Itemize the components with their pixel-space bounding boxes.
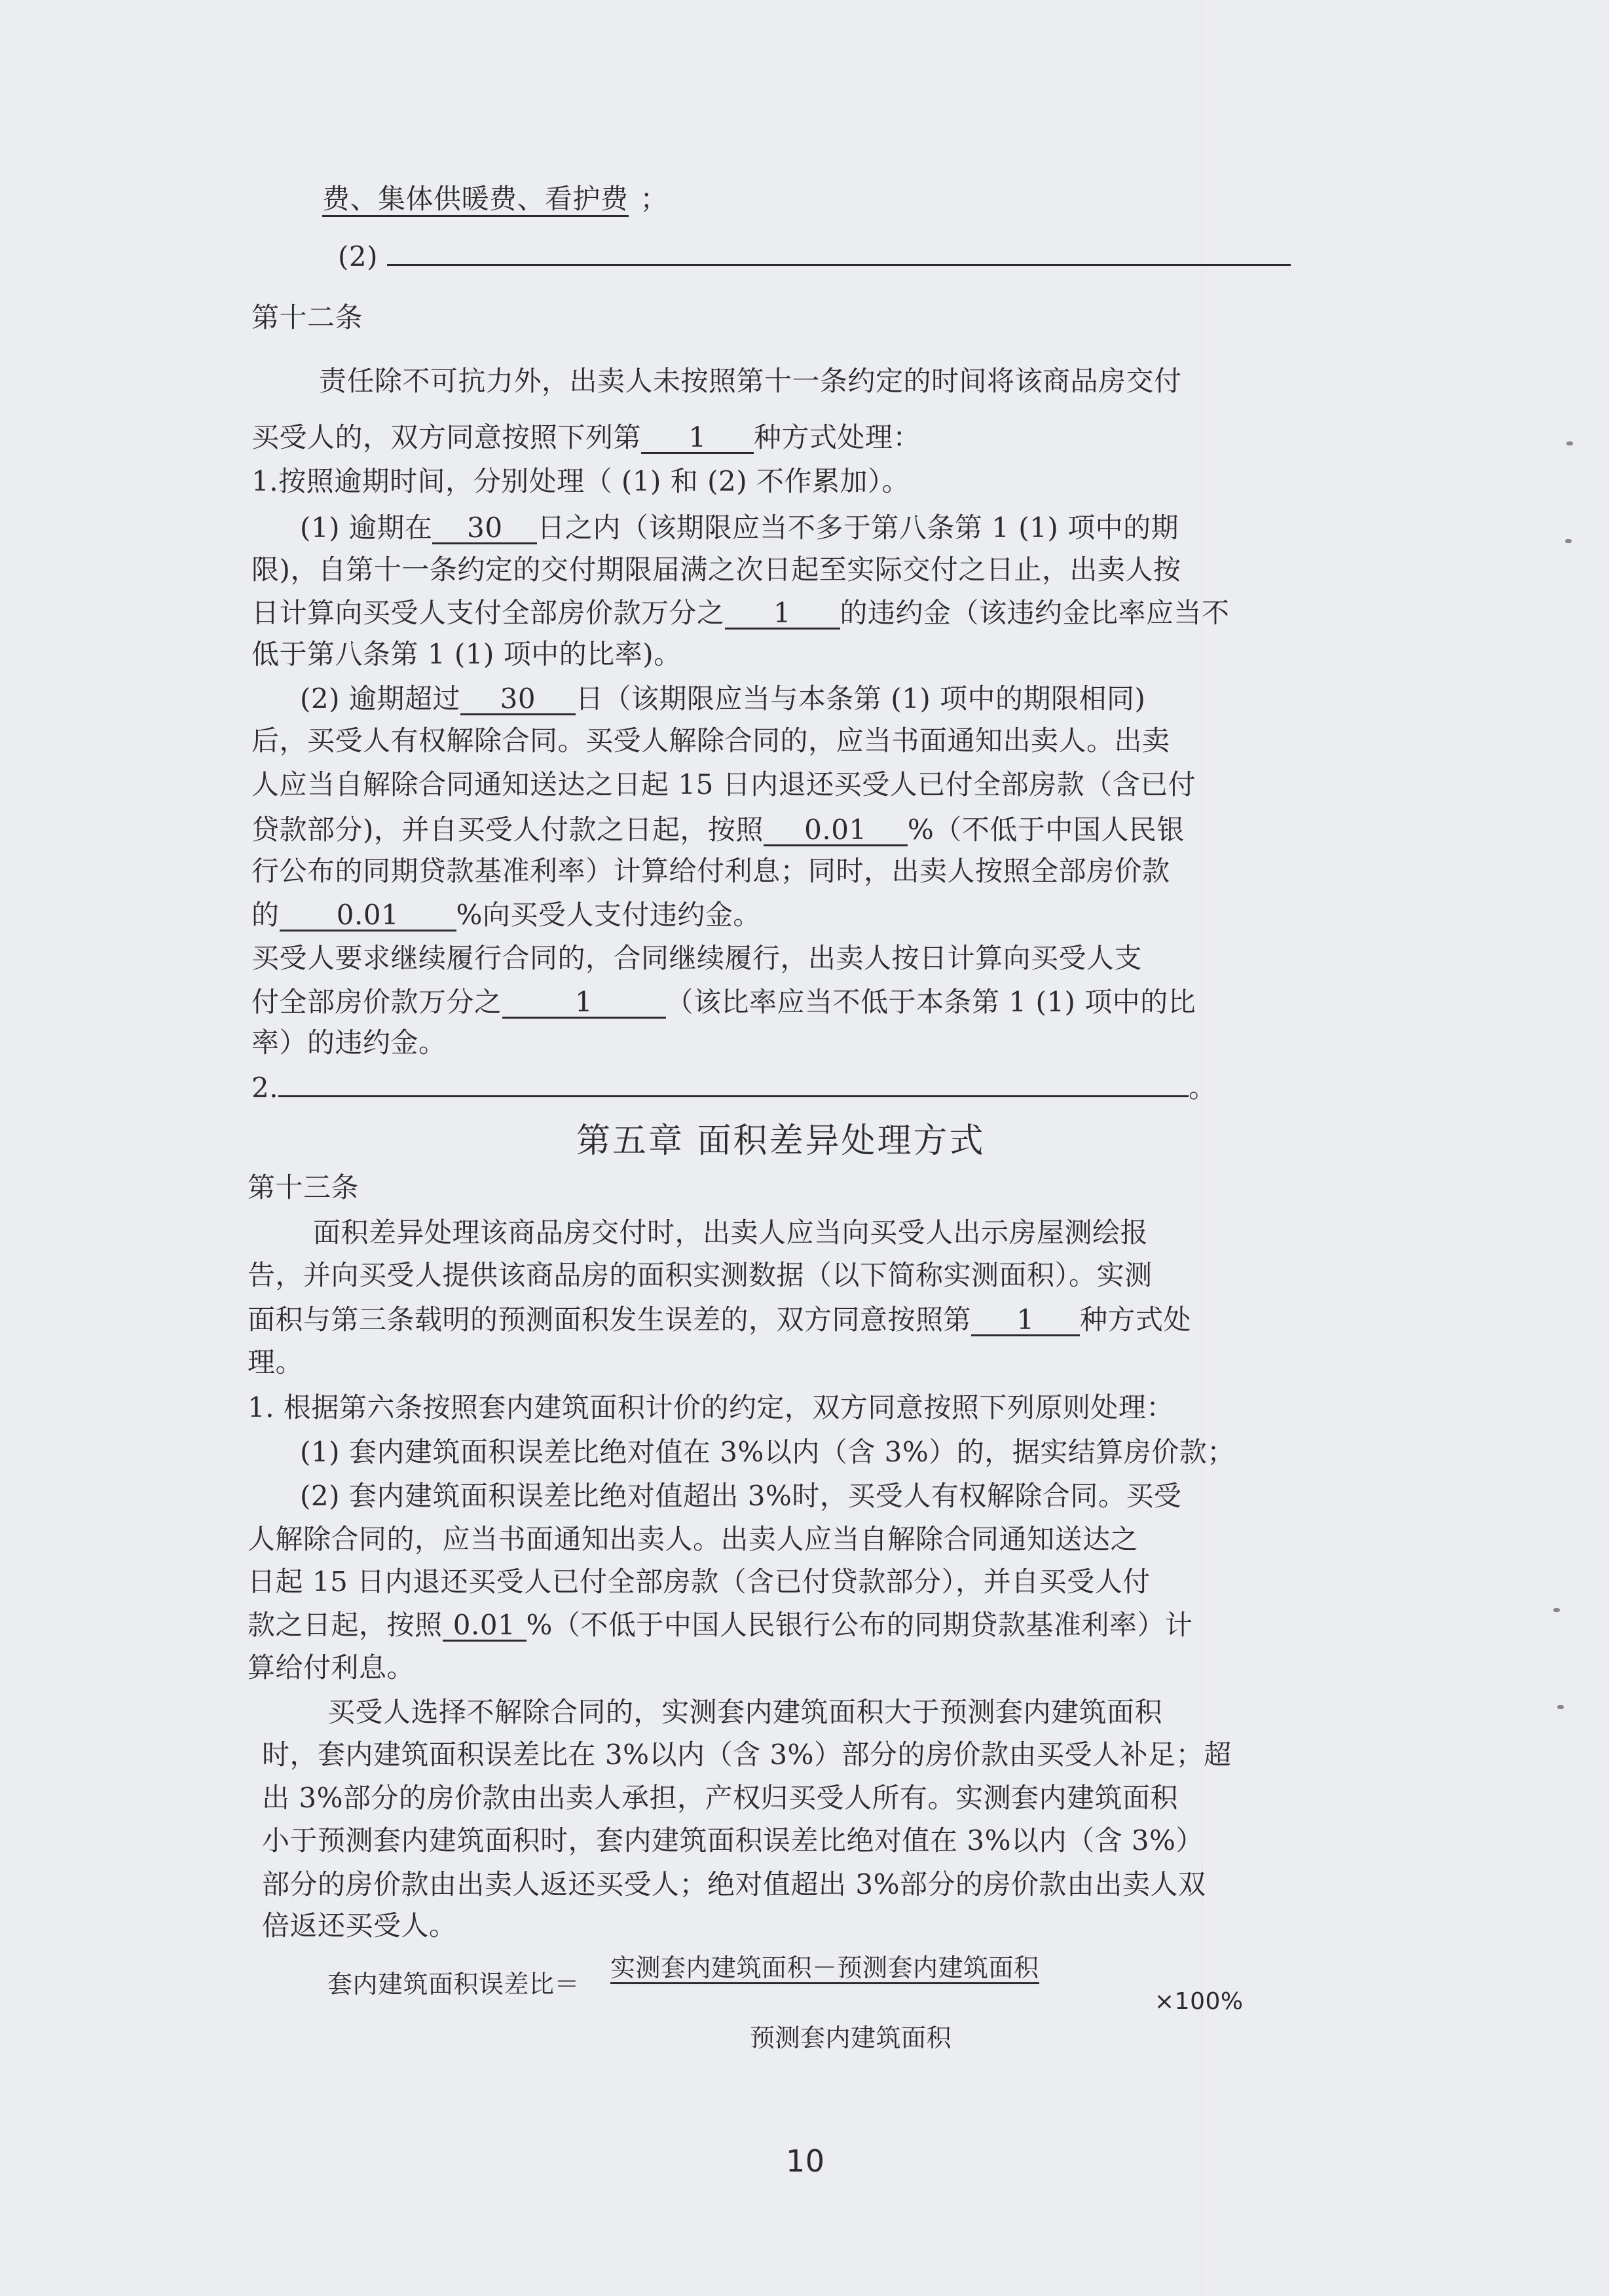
clause-2-line: 贷款部分)，并自买受人付款之日起，按照 0.01 %（不低于中国人民银 <box>251 814 1185 846</box>
clause-1-line: 低于第八条第 1 (1) 项中的比率)。 <box>251 638 682 670</box>
penalty-percent: 0.01 <box>280 901 456 932</box>
clause-1-line: (1) 逾期在 30 日之内（该期限应当不多于第八条第 1 (1) 项中的期 <box>300 512 1179 544</box>
chapter-5-title: 第五章 面积差异处理方式 <box>576 1121 986 1161</box>
formula-lhs: 套内建筑面积误差比＝ <box>327 1970 580 1999</box>
art13-para: 面积差异处理该商品房交付时，出卖人应当向买受人出示房屋测绘报 <box>313 1216 1149 1249</box>
clause-2-line: 的 0.01 %向买受人支付违约金。 <box>251 899 761 931</box>
rule-1: (1) 套内建筑面积误差比绝对值在 3%以内（含 3%）的，据实结算房价款； <box>300 1436 1235 1468</box>
art13-item-1: 1. 根据第六条按照套内建筑面积计价的约定，双方同意按照下列原则处理： <box>248 1391 1174 1423</box>
non-termination-para: 倍返还买受人。 <box>262 1910 457 1942</box>
rule-2-line: (2) 套内建筑面积误差比绝对值超出 3%时，买受人有权解除合同。买受 <box>300 1480 1182 1512</box>
area-interest-rate: 0.01 <box>443 1611 527 1642</box>
art12-para: 责任除不可抗力外，出卖人未按照第十一条约定的时间将该商品房交付 <box>319 365 1182 397</box>
other-fee-blank <box>387 264 1291 266</box>
overdue-days-limit: 30 <box>460 685 576 715</box>
rule-2-line: 人解除合同的，应当书面通知出卖人。出卖人应当自解除合同通知送达之 <box>248 1523 1139 1555</box>
continue-performance-line: 率）的违约金。 <box>251 1026 447 1059</box>
art12-para: 买受人的，双方同意按照下列第 1 种方式处理： <box>251 421 921 453</box>
art12-item-2: 2. 。 <box>251 1072 1217 1104</box>
article-12-title: 第十二条 <box>251 301 363 333</box>
fee-items: 费、集体供暖费、看护费 <box>322 183 629 217</box>
formula-denominator: 预测套内建筑面积 <box>750 2023 952 2052</box>
continue-penalty-rate: 1 <box>502 988 666 1019</box>
continue-performance-line: 付全部房价款万分之 1 （该比率应当不低于本条第 1 (1) 项中的比 <box>251 986 1196 1018</box>
clause-2-line: 后，买受人有权解除合同。买受人解除合同的，应当书面通知出卖人。出卖 <box>251 725 1170 757</box>
non-termination-para: 小于预测套内建筑面积时，套内建筑面积误差比绝对值在 3%以内（含 3%） <box>262 1824 1204 1856</box>
art12-item-1: 1.按照逾期时间，分别处理（ (1) 和 (2) 不作累加）。 <box>251 465 910 497</box>
art13-para: 告，并向买受人提供该商品房的面积实测数据（以下简称实测面积）。实测 <box>248 1259 1153 1291</box>
art13-para: 面积与第三条载明的预测面积发生误差的，双方同意按照第 1 种方式处 <box>248 1304 1192 1336</box>
article-13-title: 第十三条 <box>248 1171 360 1203</box>
clause-2-line: 行公布的同期贷款基准利率）计算给付利息；同时，出卖人按照全部房价款 <box>251 855 1170 887</box>
area-method-choice: 1 <box>971 1306 1080 1336</box>
non-termination-para: 买受人选择不解除合同的，实测套内建筑面积大于预测套内建筑面积 <box>327 1696 1163 1728</box>
fee-line: 费、集体供暖费、看护费 ； <box>322 185 668 213</box>
clause-1-line: 日计算向买受人支付全部房价款万分之 1 的违约金（该违约金比率应当不 <box>251 597 1230 629</box>
rule-2-line: 日起 15 日内退还买受人已付全部房款（含已付贷款部分），并自买受人付 <box>248 1566 1151 1598</box>
formula-multiplier: ×100% <box>1155 1988 1244 2015</box>
other-fee-line: (2) <box>338 243 1291 271</box>
interest-rate: 0.01 <box>764 816 908 846</box>
rule-2-line: 款之日起，按照 0.01 %（不低于中国人民银行公布的同期贷款基准利率）计 <box>248 1609 1193 1641</box>
clause-1-line: 限)，自第十一条约定的交付期限届满之次日起至实际交付之日止，出卖人按 <box>251 554 1181 586</box>
overdue-days: 30 <box>432 514 537 544</box>
clause-2-line: (2) 逾期超过 30 日（该期限应当与本条第 (1) 项中的期限相同) <box>300 683 1146 715</box>
non-termination-para: 部分的房价款由出卖人返还买受人；绝对值超出 3%部分的房价款由出卖人双 <box>262 1868 1206 1900</box>
rule-2-line: 算给付利息。 <box>248 1651 415 1684</box>
clause-2-line: 人应当自解除合同通知送达之日起 15 日内退还买受人已付全部房款（含已付 <box>251 768 1196 800</box>
item-2-blank <box>278 1095 1189 1097</box>
page-number: 10 <box>786 2143 825 2179</box>
continue-performance-line: 买受人要求继续履行合同的，合同继续履行，出卖人按日计算向买受人支 <box>251 942 1143 974</box>
method-choice: 1 <box>641 423 754 454</box>
formula-numerator: 实测套内建筑面积－预测套内建筑面积 <box>610 1955 1039 1980</box>
penalty-rate: 1 <box>725 599 840 630</box>
non-termination-para: 出 3%部分的房价款由出卖人承担，产权归买受人所有。实测套内建筑面积 <box>262 1782 1178 1814</box>
art13-para: 理。 <box>248 1346 304 1378</box>
non-termination-para: 时，套内建筑面积误差比在 3%以内（含 3%）部分的房价款由买受人补足；超 <box>262 1739 1232 1771</box>
